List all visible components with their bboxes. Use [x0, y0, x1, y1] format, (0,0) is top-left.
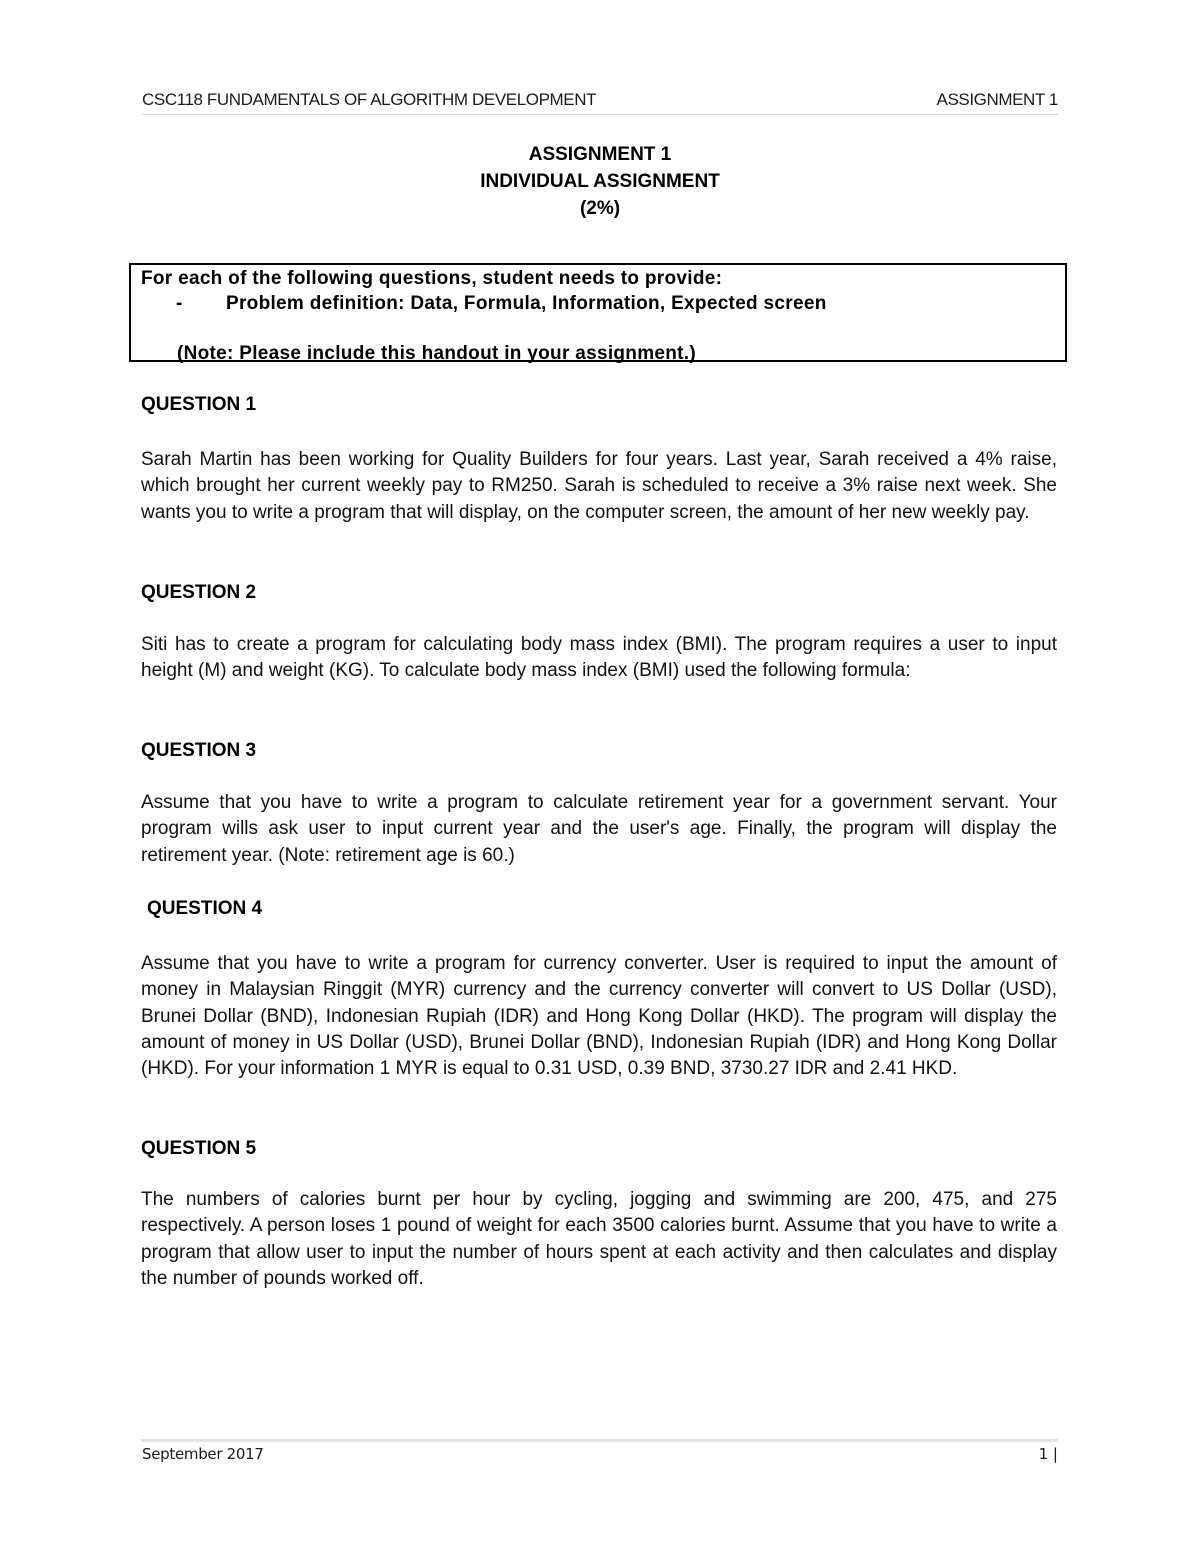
question-5-body: The numbers of calories burnt per hour by cycling, jogging and swimming are 200, 475, and 275 respectively. A person loses 1 pound of weight for each 3500 calories burnt. Assume that you have to write a program that allow user to input the number of hours spent at each activity and then calculates and display the number of pounds worked off.: [141, 1189, 1057, 1289]
bullet-marker: -: [176, 293, 183, 314]
question-2-body: Siti has to create a program for calculating body mass index (BMI). The program requires a user to input height (M) and weight (KG). To calculate body mass index (BMI) used the following formula:: [141, 634, 1057, 682]
document-title: [0, 141, 1200, 222]
footer-date: September 2017: [142, 1445, 264, 1463]
instruction-bullet-text: Problem definition: Data, Formula, Information, Expected screen: [226, 293, 827, 314]
instruction-note: (Note: Please include this handout in your assignment.): [177, 343, 697, 364]
footer-page-number: 1 |: [1038, 1445, 1058, 1463]
question-1-body: Sarah Martin has been working for Quality Builders for four years. Last year, Sarah received a 4% raise, which brought her current weekly pay to RM250. Sarah is scheduled to receive a 3% raise next week. She wants you to write a program that will display, on the computer screen, the amount of her new weekly pay.: [141, 449, 1057, 523]
question-4-body: Assume that you have to write a program for currency converter. User is required to input the amount of money in Malaysian Ringgit (MYR) currency and the currency converter will convert to US Dollar (USD), Brunei Dollar (BND), Indonesian Rupiah (IDR) and Hong Kong Dollar (HKD). The program will display the amount of money in US Dollar (USD), Brunei Dollar (BND), Indonesian Rupiah (IDR) and Hong Kong Dollar (HKD). For your information 1 MYR is equal to 0.31 USD, 0.39 BND, 3730.27 IDR and 2.41 HKD.: [141, 953, 1057, 1080]
header-course-title: CSC118 FUNDAMENTALS OF ALGORITHM DEVELOPMENT: [142, 90, 597, 109]
question-2-heading: QUESTION 2: [141, 582, 257, 603]
header-assignment-label: ASSIGNMENT 1: [936, 90, 1058, 109]
instruction-intro: For each of the following questions, student needs to provide:: [141, 268, 723, 289]
page-footer: [141, 1439, 1058, 1472]
question-3-body: Assume that you have to write a program to calculate retirement year for a government servant. Your program wills ask user to input current year and the user's age. Finally, the program will display the retirement year. (Note: retirement age is 60.): [141, 792, 1057, 866]
question-5-heading: QUESTION 5: [141, 1138, 257, 1159]
instruction-box: [129, 263, 1067, 362]
page-header: [141, 88, 1058, 115]
question-4-heading: QUESTION 4: [147, 898, 263, 919]
question-1-heading: QUESTION 1: [141, 394, 257, 415]
instruction-bullet: [176, 293, 827, 315]
title-line-weight: (2%): [579, 198, 621, 219]
question-3-heading: QUESTION 3: [141, 740, 257, 761]
title-line-individual: INDIVIDUAL ASSIGNMENT: [480, 171, 720, 192]
title-line-assignment: ASSIGNMENT 1: [528, 144, 672, 165]
